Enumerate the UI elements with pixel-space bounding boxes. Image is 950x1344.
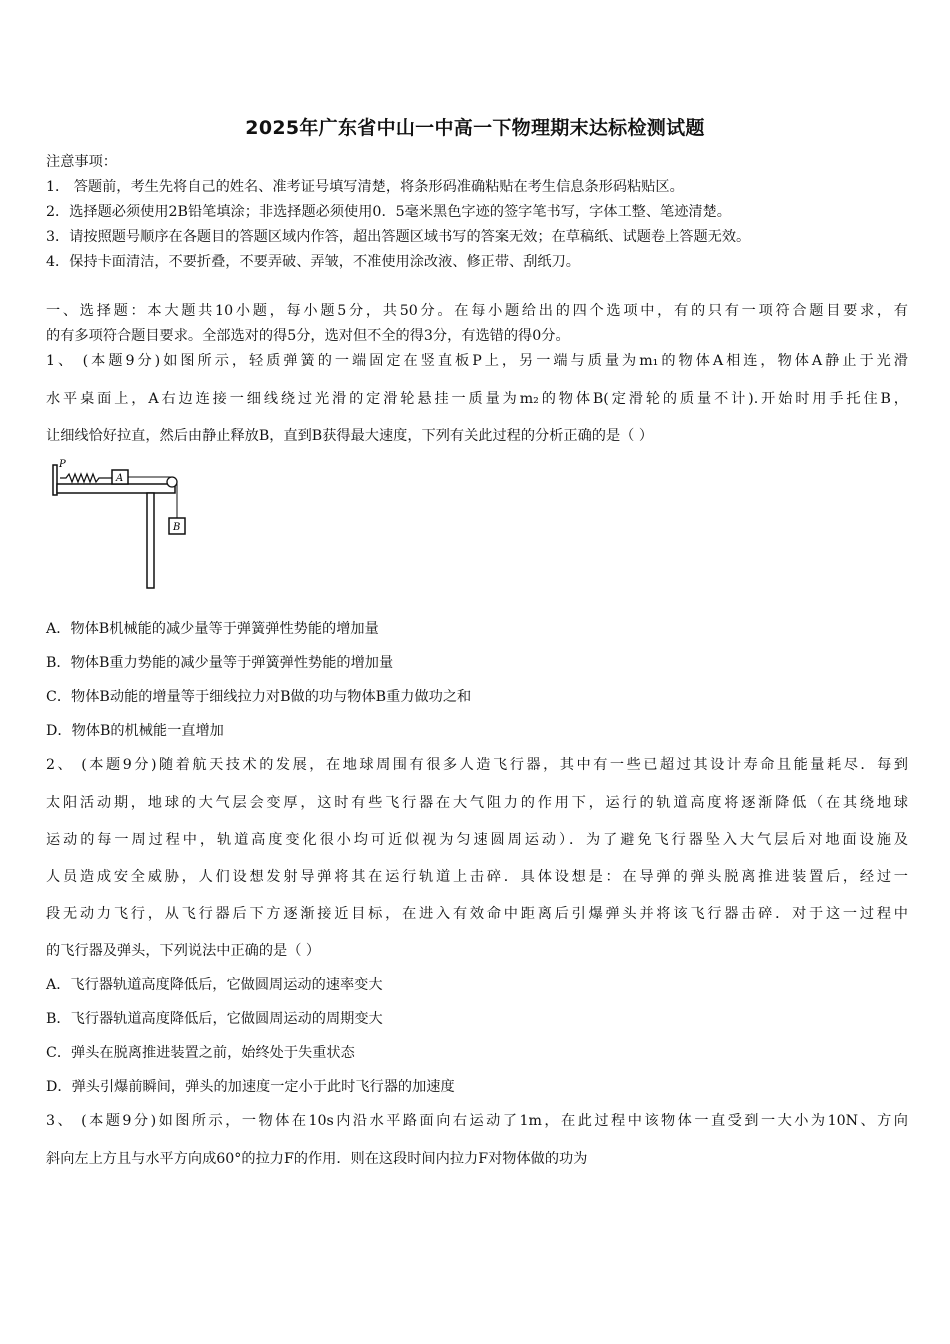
q2-option-b: B．飞行器轨道高度降低后，它做圆周运动的周期变大 [46, 1011, 383, 1027]
notice-item-2: 2．选择题必须使用2B铅笔填涂；非选择题必须使用0．5毫米黑色字迹的签字笔书写，字体工整、笔迹清楚。 [46, 204, 731, 220]
q3-stem-line-2: 斜向左上方且与水平方向成60°的拉力F的作用．则在这段时间内拉力F对物体做的功为 [46, 1151, 588, 1167]
q1-stem-line-1: 1、 (本题9分)如图所示，轻质弹簧的一端固定在竖直板P上，另一端与质量为m₁的物体A相连，物体A静止于光滑 [46, 353, 908, 369]
figure-spring [60, 474, 112, 482]
figure-label-b: B [173, 522, 181, 533]
figure-pulley [167, 477, 177, 487]
exam-title: 2025年广东省中山一中高一下物理期末达标检测试题 [245, 117, 705, 139]
q1-option-d: D．物体B的机械能一直增加 [46, 723, 224, 739]
q1-option-c: C．物体B动能的增量等于细线拉力对B做的功与物体B重力做功之和 [46, 689, 472, 705]
notice-item-4: 4．保持卡面清洁，不要折叠，不要弄破、弄皱，不准使用涂改液、修正带、刮纸刀。 [46, 254, 580, 270]
notice-item-1: 1． 答题前，考生先将自己的姓名、准考证号填写清楚，将条形码准确粘贴在考生信息条形码粘贴区。 [46, 179, 684, 195]
q2-stem-line-1: 2、 (本题9分)随着航天技术的发展，在地球周围有很多人造飞行器，其中有一些已超过其设计寿命且能量耗尽．每到 [46, 757, 908, 773]
q1-stem-line-2: 水平桌面上，A右边连接一细线绕过光滑的定滑轮悬挂一质量为m₂的物体B(定滑轮的质量不计).开始时用手托住B， [46, 391, 908, 407]
q1-option-b: B．物体B重力势能的减少量等于弹簧弹性势能的增加量 [46, 655, 394, 671]
figure-table-leg [147, 493, 154, 588]
figure-label-a: A [116, 473, 124, 484]
q2-stem-line-2: 太阳活动期，地球的大气层会变厚，这时有些飞行器在大气阻力的作用下，运行的轨道高度将逐渐降低（在其绕地球 [46, 795, 908, 811]
q2-stem-line-3: 运动的每一周过程中，轨道高度变化很小均可近似视为匀速圆周运动）．为了避免飞行器坠入大气层后对地面设施及 [46, 832, 908, 848]
q1-option-a: A．物体B机械能的减少量等于弹簧弹性势能的增加量 [46, 621, 379, 637]
q2-stem-line-6: 的飞行器及弹头，下列说法中正确的是（ ） [46, 943, 321, 959]
q1-stem-line-3: 让细线恰好拉直，然后由静止释放B，直到B获得最大速度，下列有关此过程的分析正确的是（ ） [46, 428, 654, 444]
q2-option-d: D．弹头引爆前瞬间，弹头的加速度一定小于此时飞行器的加速度 [46, 1079, 455, 1095]
figure-label-p: P [59, 459, 66, 470]
q2-option-a: A．飞行器轨道高度降低后，它做圆周运动的速率变大 [46, 977, 383, 993]
notice-item-3: 3．请按照题号顺序在各题目的答题区域内作答，超出答题区域书写的答案无效；在草稿纸、试题卷上答题无效。 [46, 229, 751, 245]
q2-stem-line-5: 段无动力飞行，从飞行器后下方逐渐接近目标，在进入有效命中距离后引爆弹头并将该飞行器击碎．对于这一过程中 [46, 906, 908, 922]
q2-stem-line-4: 人员造成安全威胁，人们设想发射导弹将其在运行轨道上击碎．具体设想是：在导弹的弹头脱离推进装置后，经过一 [46, 869, 908, 885]
figure-table [57, 484, 175, 493]
q1-spring-pulley-figure [48, 457, 198, 592]
notice-heading: 注意事项： [46, 154, 117, 170]
q2-option-c: C．弹头在脱离推进装置之前，始终处于失重状态 [46, 1045, 355, 1061]
q3-stem-line-1: 3、 (本题9分)如图所示，一物体在10s内沿水平路面向右运动了1m，在此过程中该物体一直受到一大小为10N、方向 [46, 1113, 908, 1129]
section-intro-line-1: 一、选择题：本大题共10小题，每小题5分，共50分。在每小题给出的四个选项中，有的只有一项符合题目要求，有 [46, 303, 908, 319]
section-intro-line-2: 的有多项符合题目要求。全部选对的得5分，选对但不全的得3分，有选错的得0分。 [46, 328, 570, 344]
